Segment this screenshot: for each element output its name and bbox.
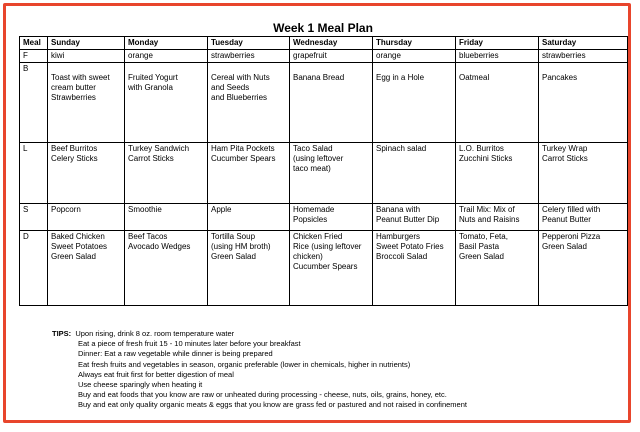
meal-cell-wrap bbox=[456, 143, 539, 204]
header-cell: Meal bbox=[20, 37, 48, 50]
header-cell: Friday bbox=[456, 37, 539, 50]
meal-cell-wrap bbox=[208, 231, 290, 306]
meal-cell: Toast with sweet cream butter Strawberries bbox=[51, 73, 110, 102]
meal-cell: grapefruit bbox=[290, 50, 373, 63]
meal-cell: Ham Pita Pockets Cucumber Spears bbox=[211, 144, 276, 163]
meal-label: D bbox=[20, 231, 48, 306]
meal-cell-wrap bbox=[125, 63, 208, 143]
meal-label: S bbox=[20, 204, 48, 231]
meal-cell: Beef Burritos Celery Sticks bbox=[51, 144, 98, 163]
page-title: Week 1 Meal Plan bbox=[273, 21, 373, 35]
meal-cell: Chicken Fried Rice (using leftover chicken) Cucumber Spears bbox=[293, 232, 362, 271]
meal-cell-wrap bbox=[456, 63, 539, 143]
meal-cell-wrap bbox=[208, 143, 290, 204]
meal-cell-wrap bbox=[456, 231, 539, 306]
header-cell: Tuesday bbox=[208, 37, 290, 50]
meal-cell-wrap bbox=[373, 231, 456, 306]
meal-cell: strawberries bbox=[539, 50, 628, 63]
meal-cell-wrap bbox=[48, 63, 125, 143]
header-cell: Monday bbox=[125, 37, 208, 50]
meal-cell-wrap bbox=[208, 63, 290, 143]
meal-cell: Tortilla Soup (using HM broth) Green Salad bbox=[211, 232, 271, 261]
meal-cell: Taco Salad (using leftover taco meat) bbox=[293, 144, 344, 173]
header-row bbox=[20, 37, 628, 50]
table-row bbox=[20, 143, 628, 204]
meal-cell: Spinach salad bbox=[376, 144, 427, 153]
meal-cell-wrap bbox=[373, 143, 456, 204]
meal-cell: Celery filled with Peanut Butter bbox=[542, 205, 601, 224]
meal-cell: Oatmeal bbox=[459, 73, 490, 82]
meal-cell: Homemade Popsicles bbox=[293, 205, 335, 224]
meal-cell-wrap bbox=[539, 63, 628, 143]
meal-cell: Banana Bread bbox=[293, 73, 345, 82]
tip-line: Always eat fruit first for better digestion of meal bbox=[78, 369, 234, 379]
meal-cell: Apple bbox=[211, 205, 232, 214]
tip-line: Eat fresh fruits and vegetables in season, organic preferable (lower in chemicals, higher in nutrients) bbox=[78, 359, 411, 369]
page-frame bbox=[3, 3, 631, 423]
tips-label: TIPS: bbox=[52, 329, 72, 338]
meal-cell: Turkey Sandwich Carrot Sticks bbox=[128, 144, 190, 163]
meal-cell: strawberries bbox=[208, 50, 290, 63]
meal-cell: kiwi bbox=[48, 50, 125, 63]
table-row bbox=[20, 204, 628, 231]
meal-cell: blueberries bbox=[456, 50, 539, 63]
meal-cell: L.O. Burritos Zucchini Sticks bbox=[459, 144, 513, 163]
meal-cell-wrap bbox=[208, 204, 290, 231]
meal-cell-wrap bbox=[373, 204, 456, 231]
meal-cell-wrap bbox=[456, 204, 539, 231]
header-cell: Thursday bbox=[373, 37, 456, 50]
meal-cell: orange bbox=[373, 50, 456, 63]
meal-cell-wrap bbox=[48, 143, 125, 204]
meal-cell: Smoothie bbox=[128, 205, 162, 214]
meal-cell-wrap bbox=[125, 143, 208, 204]
header-cell: Wednesday bbox=[290, 37, 373, 50]
table-row bbox=[20, 50, 628, 63]
tips-section bbox=[52, 329, 632, 411]
table-row bbox=[20, 231, 628, 306]
tips-first-line bbox=[52, 329, 632, 339]
meal-cell: Tomato, Feta, Basil Pasta Green Salad bbox=[459, 232, 508, 261]
meal-cell-wrap bbox=[125, 204, 208, 231]
meal-cell: Baked Chicken Sweet Potatoes Green Salad bbox=[51, 232, 108, 261]
header-cell: Saturday bbox=[539, 37, 628, 50]
tip-line: Use cheese sparingly when heating it bbox=[78, 380, 203, 390]
meal-cell-wrap bbox=[290, 204, 373, 231]
meal-cell: Egg in a Hole bbox=[376, 73, 425, 82]
meal-cell: Beef Tacos Avocado Wedges bbox=[128, 232, 191, 251]
meal-cell: orange bbox=[125, 50, 208, 63]
meal-cell: Hamburgers Sweet Potato Fries Broccoli Salad bbox=[376, 232, 444, 261]
meal-cell: Banana with Peanut Butter Dip bbox=[376, 205, 440, 224]
meal-cell: Popcorn bbox=[51, 205, 81, 214]
meal-cell-wrap bbox=[539, 143, 628, 204]
meal-label: F bbox=[20, 50, 48, 63]
meal-cell-wrap bbox=[125, 231, 208, 306]
meal-cell-wrap bbox=[290, 231, 373, 306]
tip-line: Buy and eat only quality organic meats & eggs that you know are grass fed or pastured and not raised in confinement bbox=[78, 400, 467, 410]
meal-cell-wrap bbox=[290, 63, 373, 143]
meal-cell: Turkey Wrap Carrot Sticks bbox=[542, 144, 588, 163]
meal-cell: Pancakes bbox=[542, 73, 578, 82]
tip-text: Upon rising, drink 8 oz. room temperature water bbox=[75, 329, 235, 338]
meal-cell: Pepperoni Pizza Green Salad bbox=[542, 232, 601, 251]
meal-cell: Cereal with Nuts and Seeds and Blueberries bbox=[211, 73, 270, 102]
meal-cell-wrap bbox=[539, 231, 628, 306]
meal-label: B bbox=[20, 63, 48, 143]
table-row bbox=[20, 63, 628, 143]
meal-cell-wrap bbox=[48, 231, 125, 306]
tip-line: Eat a piece of fresh fruit 15 - 10 minutes later before your breakfast bbox=[78, 339, 301, 349]
meal-cell-wrap bbox=[373, 63, 456, 143]
meal-cell-wrap bbox=[48, 204, 125, 231]
tip-line: Dinner: Eat a raw vegetable while dinner is being prepared bbox=[78, 349, 273, 359]
meal-cell: Fruited Yogurt with Granola bbox=[128, 73, 178, 92]
meal-cell-wrap bbox=[539, 204, 628, 231]
meal-cell: Trail Mix: Mix of Nuts and Raisins bbox=[459, 205, 520, 224]
tip-line: Buy and eat foods that you know are raw or unheated during processing - cheese, nuts, oils, grains, honey, etc. bbox=[78, 390, 447, 400]
header-cell: Sunday bbox=[48, 37, 125, 50]
meal-plan-table bbox=[19, 36, 628, 306]
meal-label: L bbox=[20, 143, 48, 204]
meal-cell-wrap bbox=[290, 143, 373, 204]
